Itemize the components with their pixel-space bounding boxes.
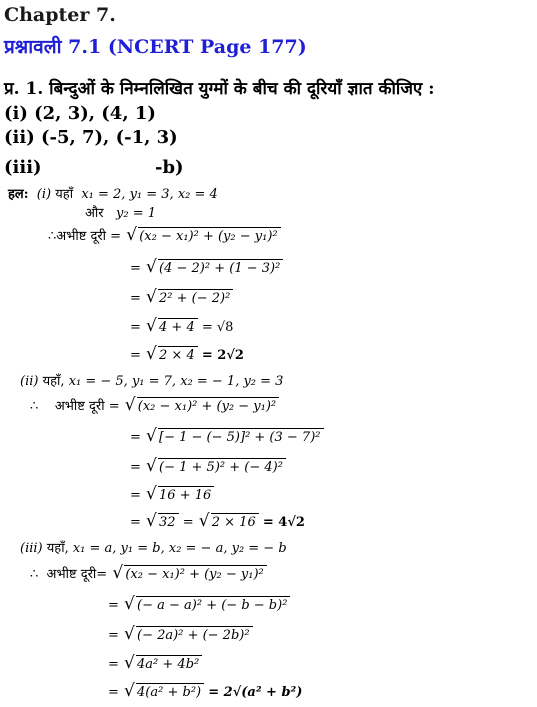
question-part-iii: (iii) xyxy=(4,157,42,178)
part-iii-step-3: = √ 4a² + 4b² xyxy=(108,655,202,672)
part-i-step-4: = √ 2 × 4 = 2√2 xyxy=(130,346,244,363)
part-i-step-3: = √ 4 + 4 = √8 xyxy=(130,318,233,335)
solution-part-i-given2 xyxy=(85,203,156,221)
part-iii-step-4: = √ 4(a² + b²) = 2√(a² + b²) xyxy=(108,683,302,700)
solution-part-i-given xyxy=(8,184,218,202)
question-part-iii-tail: -b) xyxy=(155,157,184,178)
part-ii-step-4: = √ 32 = √ 2 × 16 = 4√2 xyxy=(130,513,305,530)
yahan-word: यहाँ xyxy=(55,187,74,202)
solution-part-ii-given: (ii) यहाँ, x₁ = − 5, y₁ = 7, x₂ = − 1, y₂ = 3 xyxy=(20,374,284,389)
part-ii-step-3: = √ 16 + 16 xyxy=(130,486,214,503)
question-part-i: (i) (2, 3), (4, 1) xyxy=(4,103,156,124)
part-i-label: (i) xyxy=(36,187,52,202)
part-i-distance-row xyxy=(48,226,281,244)
question-text: प्र. 1. बिन्दुओं के निम्नलिखित युग्मों के बीच की दूरियाँ ज्ञात कीजिए : xyxy=(4,79,435,99)
part-ii-step-1: = √ [− 1 − (− 5)]² + (3 − 7)² xyxy=(130,428,324,445)
therefore-symbol: ∴ xyxy=(48,229,57,244)
part-i-y2: y₂ = 1 xyxy=(116,206,157,221)
equals-sign: = xyxy=(110,229,122,244)
part-i-step-2: = √ 2² + (− 2)² xyxy=(130,289,233,306)
abhishth-label: अभीष्ट दूरी xyxy=(56,229,107,244)
solution-part-iii-given: (iii) यहाँ, x₁ = a, y₁ = b, x₂ = − a, y₂ = − b xyxy=(20,541,287,556)
part-iii-step-2: = √ (− 2a)² + (− 2b)² xyxy=(108,626,253,643)
exercise-heading: प्रश्नावली 7.1 (NCERT Page 177) xyxy=(4,36,307,58)
part-iii-label: (iii) xyxy=(20,541,43,556)
sqrt-formula: √ (x₂ − x₁)² + (y₂ − y₁)² xyxy=(126,227,280,244)
part-i-values: x₁ = 2, y₁ = 3, x₂ = 4 xyxy=(81,187,218,202)
chapter-heading: Chapter 7. xyxy=(4,4,116,26)
part-ii-label: (ii) xyxy=(20,374,39,389)
part-ii-step-2: = √ (− 1 + 5)² + (− 4)² xyxy=(130,458,286,475)
part-i-step-1: = √ (4 − 2)² + (1 − 3)² xyxy=(130,259,283,276)
solution-label: हल: xyxy=(8,187,29,202)
part-ii-distance-row: ∴ अभीष्ट दूरी = √ (x₂ − x₁)² + (y₂ − y₁)² xyxy=(30,396,279,414)
part-iii-distance-row: ∴ अभीष्ट दूरी= √ (x₂ − x₁)² + (y₂ − y₁)² xyxy=(30,564,267,582)
part-iii-step-1: = √ (− a − a)² + (− b − b)² xyxy=(108,596,290,613)
question-part-ii: (ii) (-5, 7), (-1, 3) xyxy=(4,127,178,148)
aur-word: और xyxy=(85,206,104,221)
